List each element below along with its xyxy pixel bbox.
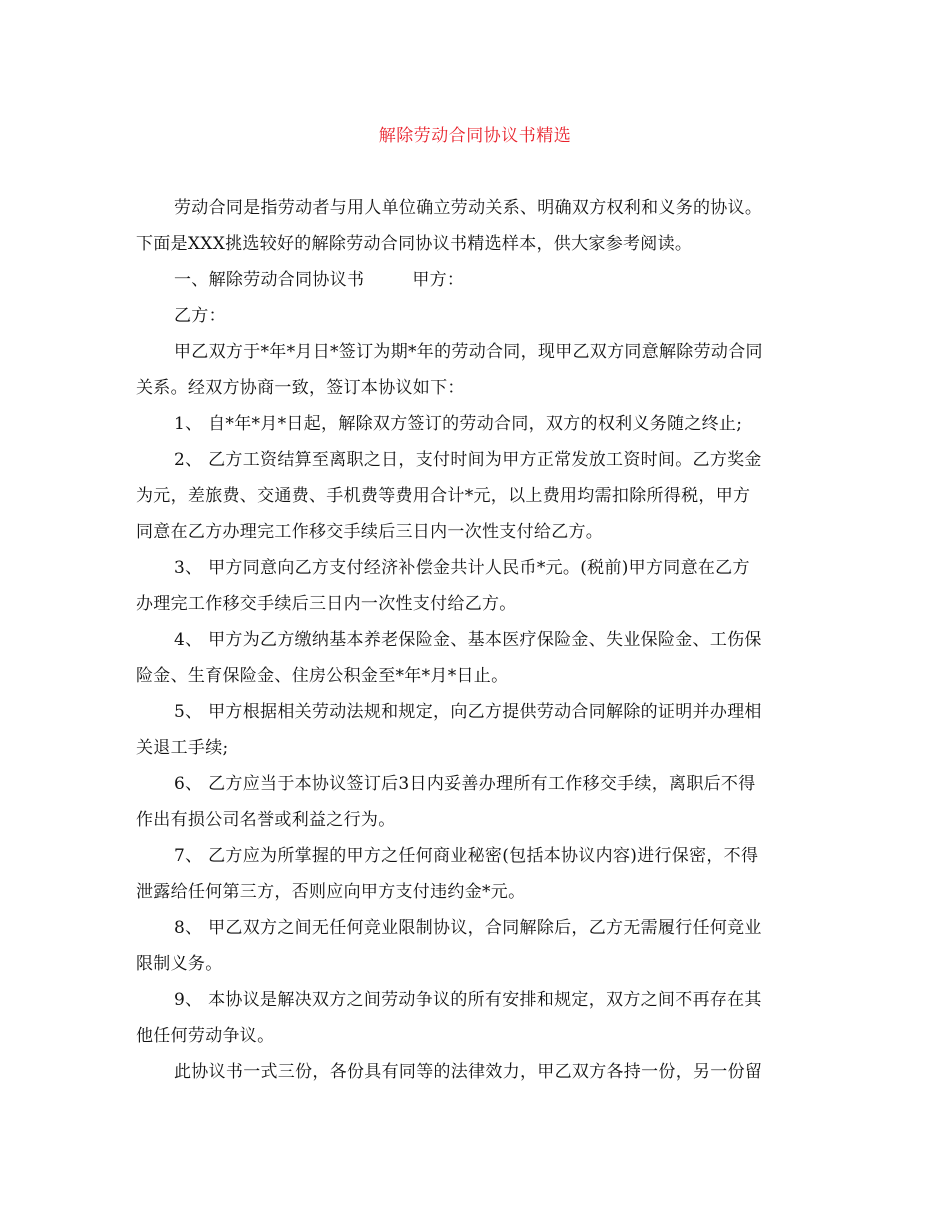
paragraph-line: 泄露给任何第三方，否则应向甲方支付违约金*元。 <box>136 882 526 902</box>
paragraph-line: 3、 甲方同意向乙方支付经济补偿金共计人民币*元。(税前)甲方同意在乙方 <box>174 558 750 578</box>
paragraph-line: 9、 本协议是解决双方之间劳动争议的所有安排和规定，双方之间不再存在其 <box>174 990 762 1010</box>
clause-2 <box>136 442 816 550</box>
paragraph-line: 甲乙双方于*年*月日*签订为期*年的劳动合同，现甲乙双方同意解除劳动合同 <box>174 342 763 362</box>
clause-4 <box>136 622 816 694</box>
paragraph-section-heading <box>136 262 816 298</box>
paragraph-line: 劳动合同是指劳动者与用人单位确立劳动关系、明确双方权利和义务的协议。 <box>174 198 763 218</box>
paragraph-line: 8、 甲乙双方之间无任何竞业限制协议，合同解除后，乙方无需履行任何竞业 <box>174 918 762 938</box>
paragraph-line: 5、 甲方根据相关劳动法规和规定，向乙方提供劳动合同解除的证明并办理相 <box>174 702 762 722</box>
clause-9 <box>136 982 816 1054</box>
paragraph-copies <box>136 1054 816 1090</box>
paragraph-line: 作出有损公司名誉或利益之行为。 <box>136 810 396 830</box>
paragraph-line: 下面是XXX挑选较好的解除劳动合同协议书精选样本，供大家参考阅读。 <box>136 234 693 254</box>
paragraph-line: 为元，差旅费、交通费、手机费等费用合计*元，以上费用均需扣除所得税，甲方 <box>136 486 751 506</box>
clause-8 <box>136 910 816 982</box>
clause-6 <box>136 766 816 838</box>
paragraph-line: 6、 乙方应当于本协议签订后3日内妥善办理所有工作移交手续，离职后不得 <box>174 774 756 794</box>
paragraph-line: 他任何劳动争议。 <box>136 1026 275 1046</box>
paragraph-line: 关系。经双方协商一致，签订本协议如下： <box>136 378 465 398</box>
paragraph-line: 2、 乙方工资结算至离职之日，支付时间为甲方正常发放工资时间。乙方奖金 <box>174 450 762 470</box>
clause-1 <box>136 406 816 442</box>
paragraph-preamble <box>136 334 816 406</box>
paragraph-line: 1、 自*年*月*日起，解除双方签订的劳动合同，双方的权利义务随之终止; <box>174 414 743 434</box>
document-body <box>136 190 816 1090</box>
paragraph-line: 险金、生育保险金、住房公积金至*年*月*日止。 <box>136 666 509 686</box>
paragraph-intro <box>136 190 816 262</box>
paragraph-party-b <box>136 298 816 334</box>
section-heading: 一、解除劳动合同协议书 <box>174 270 365 290</box>
party-a-label: 甲方： <box>412 270 465 290</box>
clause-3 <box>136 550 816 622</box>
paragraph-line: 限制义务。 <box>136 954 223 974</box>
paragraph-line: 此协议书一式三份，各份具有同等的法律效力，甲乙双方各持一份，另一份留 <box>174 1062 763 1082</box>
paragraph-line: 4、 甲方为乙方缴纳基本养老保险金、基本医疗保险金、失业保险金、工伤保 <box>174 630 762 650</box>
document-title: 解除劳动合同协议书精选 <box>378 126 572 146</box>
paragraph-line: 关退工手续; <box>136 738 229 758</box>
paragraph-line: 办理完工作移交手续后三日内一次性支付给乙方。 <box>136 594 517 614</box>
clause-5 <box>136 694 816 766</box>
paragraph-line: 7、 乙方应为所掌握的甲方之任何商业秘密(包括本协议内容)进行保密，不得 <box>174 846 759 866</box>
clause-7 <box>136 838 816 910</box>
paragraph-line <box>136 262 816 298</box>
paragraph-line: 同意在乙方办理完工作移交手续后三日内一次性支付给乙方。 <box>136 522 604 542</box>
party-b-label: 乙方： <box>174 306 226 326</box>
